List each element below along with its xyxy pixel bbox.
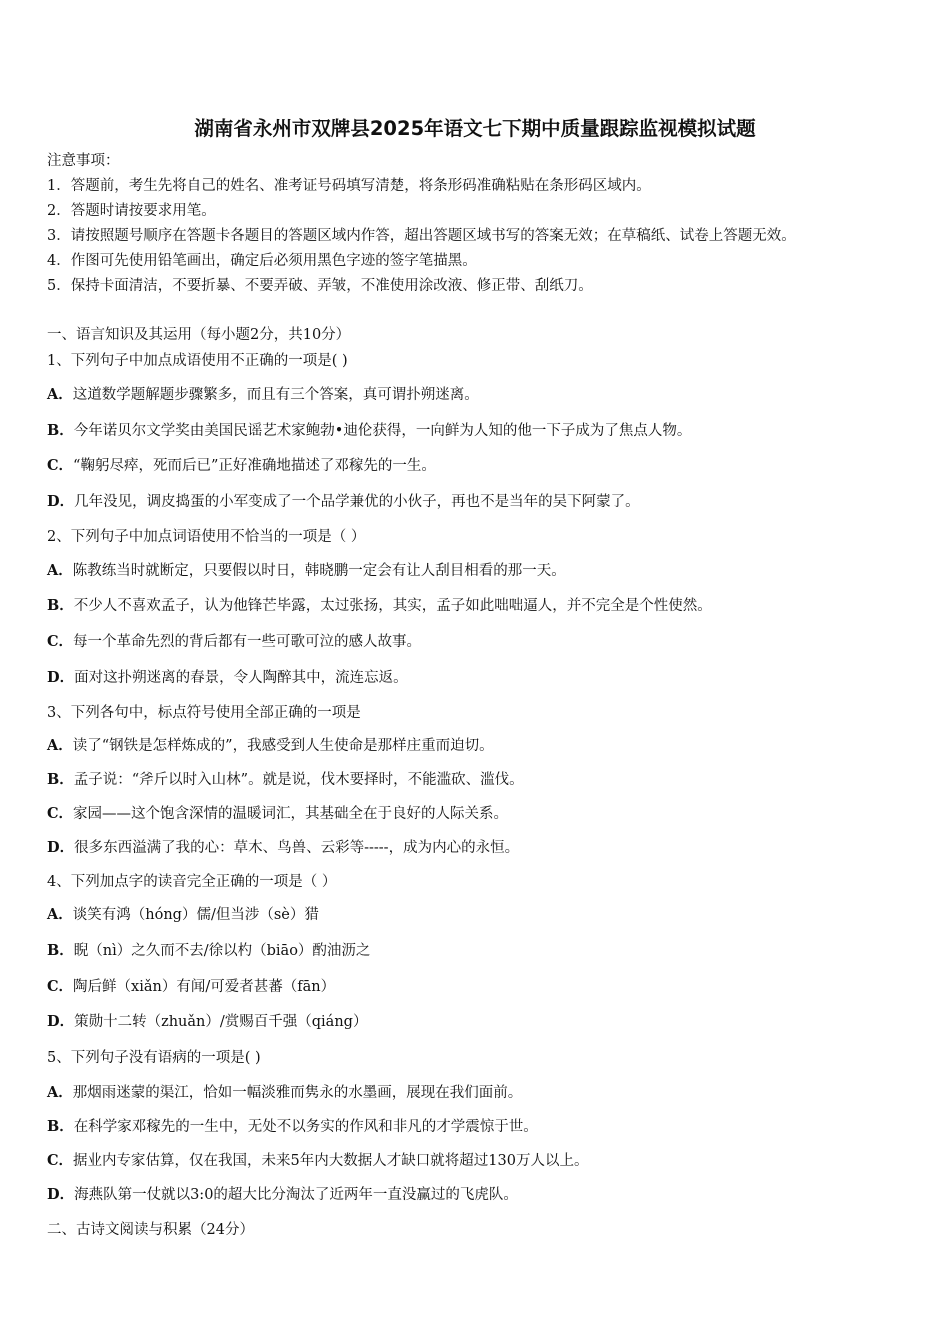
option-text: 在科学家邓稼先的一生中，无处不以务实的作风和非凡的才学震惊于世。 bbox=[73, 1119, 538, 1135]
question-stem-text: 2、下列句子中加点词语使用不恰当的一项是（ ） bbox=[47, 529, 366, 545]
question-3-option-b bbox=[47, 770, 524, 790]
option-text: 家园——这个饱含深情的温暖词汇，其基础全在于良好的人际关系。 bbox=[73, 806, 509, 822]
option-text: 每一个革命先烈的背后都有一些可歌可泣的感人故事。 bbox=[73, 634, 422, 650]
option-letter: B． bbox=[47, 942, 74, 959]
option-text: 孟子说：“斧斤以时入山林”。就是说，伐木要择时，不能滥砍、滥伐。 bbox=[73, 772, 524, 788]
question-1-option-d bbox=[47, 492, 640, 512]
option-letter: C． bbox=[47, 978, 74, 995]
question-2-option-b bbox=[47, 596, 712, 616]
option-letter: C． bbox=[47, 633, 74, 650]
option-text: 那烟雨迷蒙的渠江，恰如一幅淡雅而隽永的水墨画，展现在我们面前。 bbox=[72, 1085, 523, 1101]
option-letter: A． bbox=[47, 386, 73, 403]
question-3-option-a bbox=[47, 736, 494, 756]
question-4-option-b bbox=[47, 941, 370, 961]
notice-item: 2．答题时请按要求用笔。 bbox=[47, 203, 216, 219]
question-stem-text: 3、下列各句中，标点符号使用全部正确的一项是 bbox=[47, 705, 361, 721]
page-title: 湖南省永州市双牌县2025年语文七下期中质量跟踪监视模拟试题 bbox=[194, 117, 756, 140]
question-2-option-c bbox=[47, 632, 421, 652]
option-letter: B． bbox=[47, 597, 74, 614]
question-4-option-c bbox=[47, 977, 335, 997]
option-text: 策勋十二转（zhuǎn）/赏赐百千强（qiáng） bbox=[74, 1014, 368, 1030]
question-1-option-a bbox=[47, 385, 479, 405]
option-letter: A． bbox=[47, 737, 73, 754]
option-letter: D． bbox=[47, 669, 75, 686]
option-letter: D． bbox=[47, 1013, 75, 1030]
option-text: “鞠躬尽瘁，死而后已”正好准确地描述了邓稼先的一生。 bbox=[73, 458, 436, 474]
option-text: 这道数学题解题步骤繁多，而且有三个答案，真可谓扑朔迷离。 bbox=[72, 387, 479, 403]
option-text: 面对这扑朔迷离的春景，令人陶醉其中，流连忘返。 bbox=[74, 670, 408, 686]
option-text: 陈教练当时就断定，只要假以时日，韩晓鹏一定会有让人刮目相看的那一天。 bbox=[72, 563, 566, 579]
option-text: 读了“钢铁是怎样炼成的”，我感受到人生使命是那样庄重而迫切。 bbox=[72, 738, 494, 754]
question-4-option-d bbox=[47, 1012, 367, 1032]
question-2-option-d bbox=[47, 668, 408, 688]
option-text: 据业内专家估算，仅在我国，未来5年内大数据人才缺口就将超过130万人以上。 bbox=[73, 1153, 589, 1169]
option-letter: A． bbox=[47, 906, 73, 923]
notice-item: 1．答题前，考生先将自己的姓名、准考证号码填写清楚，将条形码准确粘贴在条形码区域内。 bbox=[47, 178, 651, 194]
option-letter: B． bbox=[47, 422, 74, 439]
notice-item: 4．作图可先使用铅笔画出，确定后必须用黑色字迹的签字笔描黑。 bbox=[47, 253, 477, 269]
question-stem-text: 1、下列句子中加点成语使用不正确的一项是( ) bbox=[47, 353, 348, 369]
option-letter: A． bbox=[47, 1084, 73, 1101]
notice-heading: 注意事项： bbox=[47, 153, 120, 169]
option-text: 陶后鲜（xiǎn）有闻/可爱者甚蕃（fān） bbox=[73, 979, 336, 995]
question-stem-3 bbox=[47, 703, 361, 723]
question-5-option-a bbox=[47, 1083, 522, 1103]
option-text: 睨（nì）之久而不去/徐以杓（biāo）酌油沥之 bbox=[73, 943, 371, 959]
notice-item: 3．请按照题号顺序在答题卡各题目的答题区域内作答，超出答题区域书写的答案无效；在草稿纸、试卷上答题无效。 bbox=[47, 228, 796, 244]
question-1-option-b bbox=[47, 421, 691, 441]
question-stem-4 bbox=[47, 872, 336, 892]
question-2-option-a bbox=[47, 561, 566, 581]
question-stem-text: 4、下列加点字的读音完全正确的一项是（ ） bbox=[47, 874, 337, 890]
question-stem-2 bbox=[47, 527, 365, 547]
question-5-option-c bbox=[47, 1151, 588, 1171]
question-1-option-c bbox=[47, 456, 436, 476]
section-heading-2: 二、古诗文阅读与积累（24分） bbox=[47, 1222, 254, 1238]
option-letter: C． bbox=[47, 805, 74, 822]
option-letter: A． bbox=[47, 562, 73, 579]
option-letter: C． bbox=[47, 457, 74, 474]
option-letter: B． bbox=[47, 771, 74, 788]
option-text: 几年没见，调皮捣蛋的小军变成了一个品学兼优的小伙子，再也不是当年的吴下阿蒙了。 bbox=[74, 494, 640, 510]
option-letter: D． bbox=[47, 493, 75, 510]
question-stem-5 bbox=[47, 1048, 261, 1068]
option-text: 谈笑有鸿（hóng）儒/但当涉（sè）猎 bbox=[72, 907, 319, 923]
section-heading-1: 一、语言知识及其运用（每小题2分，共10分） bbox=[47, 327, 351, 343]
question-stem-text: 5、下列句子没有语病的一项是( ) bbox=[47, 1050, 261, 1066]
option-letter: C． bbox=[47, 1152, 74, 1169]
option-text: 海燕队第一仗就以3:0的超大比分淘汰了近两年一直没赢过的飞虎队。 bbox=[74, 1187, 518, 1203]
option-letter: D． bbox=[47, 839, 75, 856]
option-letter: B． bbox=[47, 1118, 74, 1135]
option-letter: D． bbox=[47, 1186, 75, 1203]
question-3-option-d bbox=[47, 838, 519, 858]
question-stem-1 bbox=[47, 351, 348, 371]
question-4-option-a bbox=[47, 905, 319, 925]
notice-item: 5．保持卡面清洁，不要折暴、不要弄破、弄皱，不准使用涂改液、修正带、刮纸刀。 bbox=[47, 278, 593, 294]
question-5-option-d bbox=[47, 1185, 518, 1205]
option-text: 很多东西溢满了我的心：草木、鸟兽、云彩等-----，成为内心的永恒。 bbox=[74, 840, 520, 856]
question-3-option-c bbox=[47, 804, 508, 824]
option-text: 不少人不喜欢孟子，认为他锋芒毕露，太过张扬，其实，孟子如此咄咄逼人，并不完全是个性使然。 bbox=[73, 598, 712, 614]
question-5-option-b bbox=[47, 1117, 538, 1137]
option-text: 今年诺贝尔文学奖由美国民谣艺术家鲍勃•迪伦获得，一向鲜为人知的他一下子成为了焦点人物。 bbox=[73, 423, 692, 439]
